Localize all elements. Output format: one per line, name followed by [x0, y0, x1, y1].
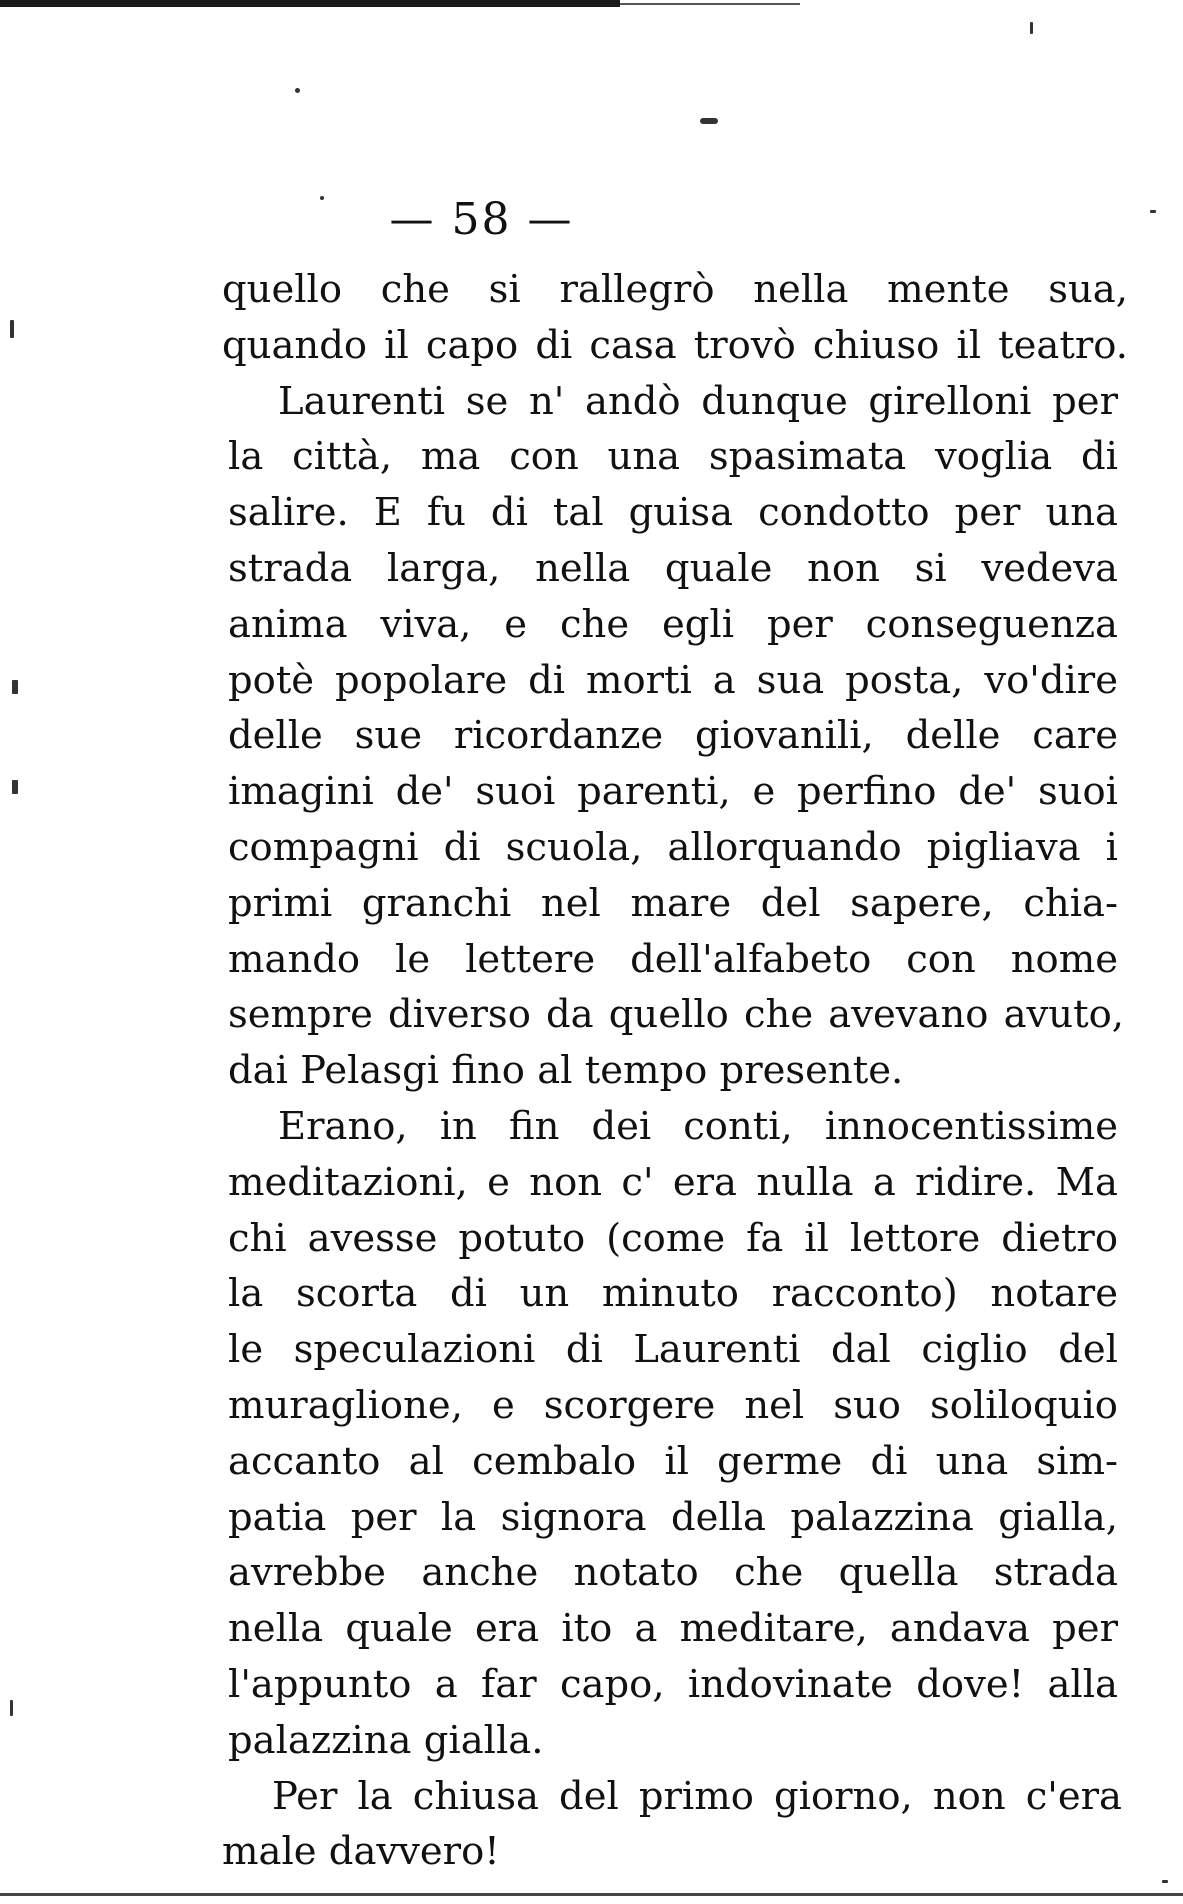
text-line: l'appunto a far capo, indovinate dove! alla [228, 1661, 1118, 1707]
text-line: patia per la signora della palazzina gialla, [228, 1494, 1118, 1540]
scan-speck [320, 196, 324, 200]
scan-speck [1162, 1880, 1168, 1883]
text-line: strada larga, nella quale non si vedeva [228, 545, 1118, 591]
text-line: mando le lettere dell'alfabeto con nome [228, 936, 1118, 982]
scan-speck [10, 1700, 13, 1716]
text-line: sempre diverso da quello che avevano avuto, [228, 992, 1124, 1038]
text-line: potè popolare di morti a sua posta, vo'dire [228, 657, 1118, 703]
text-line: dai Pelasgi fino al tempo presente. [228, 1048, 904, 1094]
scan-speck [12, 680, 18, 694]
text-line: palazzina gialla. [228, 1717, 544, 1763]
top-border-rule [0, 0, 620, 7]
text-line: meditazioni, e non c' era nulla a ridire. Ma [228, 1159, 1118, 1205]
scan-speck [10, 320, 14, 338]
text-line: chi avesse potuto (come fa il lettore dietro [228, 1215, 1118, 1261]
scan-speck [1150, 210, 1156, 213]
text-line: quello che si rallegrò nella mente sua, [222, 267, 1128, 312]
text-line: anima viva, e che egli per conseguenza [228, 601, 1118, 647]
text-line: accanto al cembalo il germe di una sim- [228, 1438, 1118, 1484]
scan-speck [1030, 22, 1033, 34]
text-line: delle sue ricordanze giovanili, delle care [228, 713, 1118, 759]
paragraph-4 [222, 1769, 1128, 1881]
page-number [0, 192, 1183, 248]
scan-speck [12, 780, 18, 794]
top-border-rule-thin [620, 3, 800, 5]
text-line: avrebbe anche notato che quella strada [228, 1550, 1118, 1596]
text-line: compagni di scuola, allorquando pigliava i [228, 824, 1118, 870]
bottom-border-rule [0, 1893, 1183, 1896]
text-line: imagini de' suoi parenti, e perfino de' suoi [228, 769, 1118, 815]
page-body [222, 262, 1128, 1880]
paragraph-1 [222, 262, 1128, 374]
text-line: la scorta di un minuto racconto) notare [228, 1271, 1118, 1317]
text-line: la città, ma con una spasimata voglia di [228, 434, 1118, 480]
text-line: Laurenti se n' andò dunque girelloni per [278, 378, 1118, 424]
text-line: male davvero! [222, 1829, 500, 1875]
scan-speck [295, 88, 300, 93]
text-line: quando il capo di casa trovò chiuso il teatro. [222, 322, 1128, 368]
text-line: Per la chiusa del primo giorno, non c'era [272, 1773, 1122, 1819]
scan-speck [700, 118, 718, 124]
text-line: muraglione, e scorgere nel suo soliloquio [228, 1382, 1118, 1428]
text-line: le speculazioni di Laurenti dal ciglio del [228, 1327, 1118, 1373]
text-line: Erano, in fin dei conti, innocentissime [278, 1103, 1118, 1149]
paragraph-3 [228, 1099, 1128, 1769]
text-line: primi granchi nel mare del sapere, chia- [228, 880, 1118, 926]
text-line: salire. E fu di tal guisa condotto per una [228, 490, 1118, 536]
paragraph-2 [228, 374, 1128, 1099]
page-number-text: — 58 — [389, 194, 574, 245]
text-line: nella quale era ito a meditare, andava per [228, 1606, 1118, 1652]
